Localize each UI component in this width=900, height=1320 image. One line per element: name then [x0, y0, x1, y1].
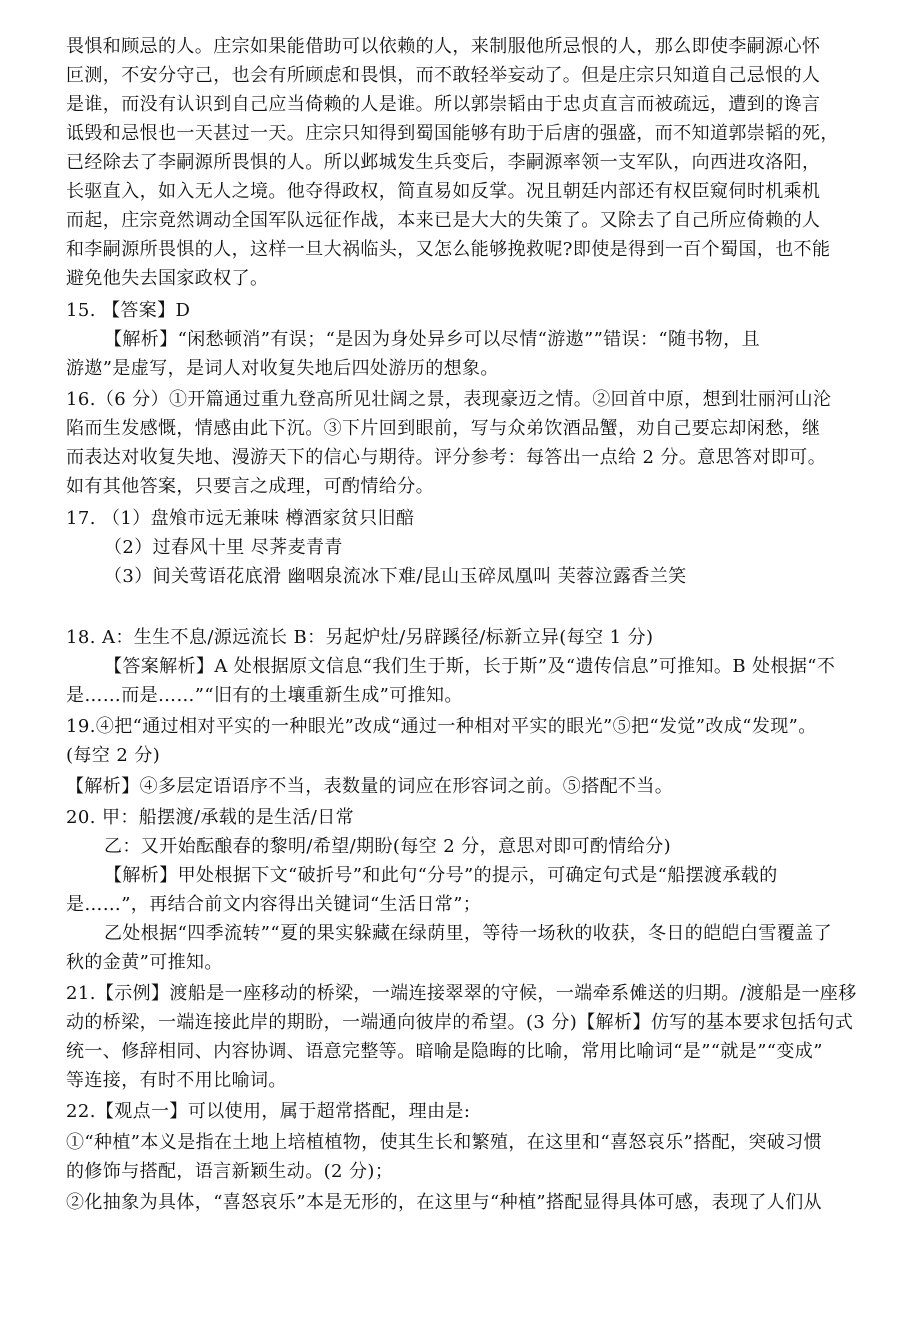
- q21-line: 动的桥梁，一端连接此岸的期盼，一端通向彼岸的希望。(3 分)【解析】仿写的基本要求包括句式: [66, 1012, 854, 1033]
- q20-line: 乙：又开始酝酿春的黎明/希望/期盼(每空 2 分，意思对即可酌情给分): [104, 836, 672, 857]
- q21-line: 21.【示例】渡船是一座移动的桥梁，一端连接翠翠的守候，一端牵系傩送的归期。/渡船是一座移: [66, 983, 857, 1004]
- passage-line: 已经除去了李嗣源所畏惧的人。所以邺城发生兵变后，李嗣源率领一支军队，向西进攻洛阳，: [66, 152, 821, 173]
- passage-line: 长驱直入，如入无人之境。他夺得政权，简直易如反掌。况且朝廷内部还有权臣窥伺时机乘机: [66, 181, 821, 202]
- q20-line: 乙处根据“四季流转”“夏的果实躲藏在绿荫里，等待一场秋的收获，冬日的皑皑白雪覆盖了: [104, 923, 833, 944]
- q17-line: （3）间关莺语花底滑 幽咽泉流冰下难/昆山玉碎凤凰叫 芙蓉泣露香兰笑: [104, 566, 687, 587]
- q19-line: (每空 2 分): [66, 745, 161, 766]
- passage-line: 叵测，不安分守己，也会有所顾虑和畏惧，而不敢轻举妄动了。但是庄宗只知道自己忌恨的人: [66, 65, 821, 86]
- q22-line: ②化抽象为具体，“喜怒哀乐”本是无形的，在这里与“种植”搭配显得具体可感，表现了人们从: [66, 1192, 823, 1213]
- q21-line: 统一、修辞相同、内容协调、语意完整等。暗喻是隐晦的比喻，常用比喻词“是”“就是”“变成”: [66, 1041, 823, 1062]
- q16-line: 陷而生发感慨，情感由此下沉。③下片回到眼前，写与众弟饮酒品蟹，劝自己要忘却闲愁，继: [66, 418, 821, 439]
- q17-line: 17. （1）盘飧市远无兼味 樽酒家贫只旧醅: [66, 508, 415, 529]
- q20-line: 20. 甲：船摆渡/承载的是生活/日常: [66, 807, 355, 828]
- q20-line: 秋的金黄”可推知。: [66, 952, 223, 973]
- q20-line: 【解析】甲处根据下文“破折号”和此句“分号”的提示，可确定句式是“船摆渡承载的: [104, 865, 778, 886]
- q16-line: 16.（6 分）①开篇通过重九登高所见壮阔之景，表现豪迈之情。②回首中原，想到壮丽河山沦: [66, 389, 832, 410]
- passage-line: 畏惧和顾忌的人。庄宗如果能借助可以依赖的人，来制服他所忌恨的人，那么即使李嗣源心怀: [66, 36, 821, 57]
- q15-analysis-line: 游遨”是虚写，是词人对收复失地后四处游历的想象。: [66, 358, 499, 379]
- q22-line: ①“种植”本义是指在土地上培植植物，使其生长和繁殖，在这里和“喜怒哀乐”搭配，突破习惯: [66, 1132, 823, 1153]
- q22-line: 的修饰与搭配，语言新颖生动。(2 分)；: [66, 1161, 394, 1182]
- q20-line: 是……”，再结合前文内容得出关键词“生活日常”；: [66, 894, 482, 915]
- passage-line: 而起，庄宗竟然调动全国军队远征作战，本来已是大大的失策了。又除去了自己所应倚赖的人: [66, 210, 821, 231]
- q18-line: 【答案解析】A 处根据原文信息“我们生于斯，长于斯”及“遗传信息”可推知。B 处根据“不: [104, 656, 836, 677]
- q15-answer: 15. 【答案】D: [66, 300, 191, 321]
- q17-line: （2）过春风十里 尽荠麦青青: [104, 537, 343, 558]
- q22-line: 22.【观点一】可以使用，属于超常搭配，理由是:: [66, 1101, 471, 1122]
- passage-line: 诋毁和忌恨也一天甚过一天。庄宗只知得到蜀国能够有助于后唐的强盛，而不知道郭崇韬的死，: [66, 123, 839, 144]
- q18-line: 是……而是……”“旧有的土壤重新生成”可推知。: [66, 685, 463, 706]
- q21-line: 等连接，有时不用比喻词。: [66, 1070, 287, 1091]
- q19-line: 【解析】④多层定语语序不当，表数量的词应在形容词之前。⑤搭配不当。: [66, 776, 674, 797]
- q19-line: 19.④把“通过相对平实的一种眼光”改成“通过一种相对平实的眼光”⑤把“发觉”改成“发现”。: [66, 716, 817, 737]
- q18-line: 18. A：生生不息/源远流长 B：另起炉灶/另辟蹊径/标新立异(每空 1 分): [66, 627, 654, 648]
- q16-line: 而表达对收复失地、漫游天下的信心与期待。评分参考：每答出一点给 2 分。意思答对即可。: [66, 447, 827, 468]
- passage-line: 避免他失去国家政权了。: [66, 268, 269, 289]
- passage-line: 和李嗣源所畏惧的人，这样一旦大祸临头，又怎么能够挽救呢?即使是得到一百个蜀国，也不能: [66, 239, 831, 260]
- q15-analysis-line: 【解析】“闲愁顿消”有误；“是因为身处异乡可以尽情“游遨””错误：“随书物，且: [104, 329, 761, 350]
- q16-line: 如有其他答案，只要言之成理，可酌情给分。: [66, 476, 434, 497]
- passage-line: 是谁，而没有认识到自己应当倚赖的人是谁。所以郭崇韬由于忠贞直言而被疏远，遭到的谗言: [66, 94, 821, 115]
